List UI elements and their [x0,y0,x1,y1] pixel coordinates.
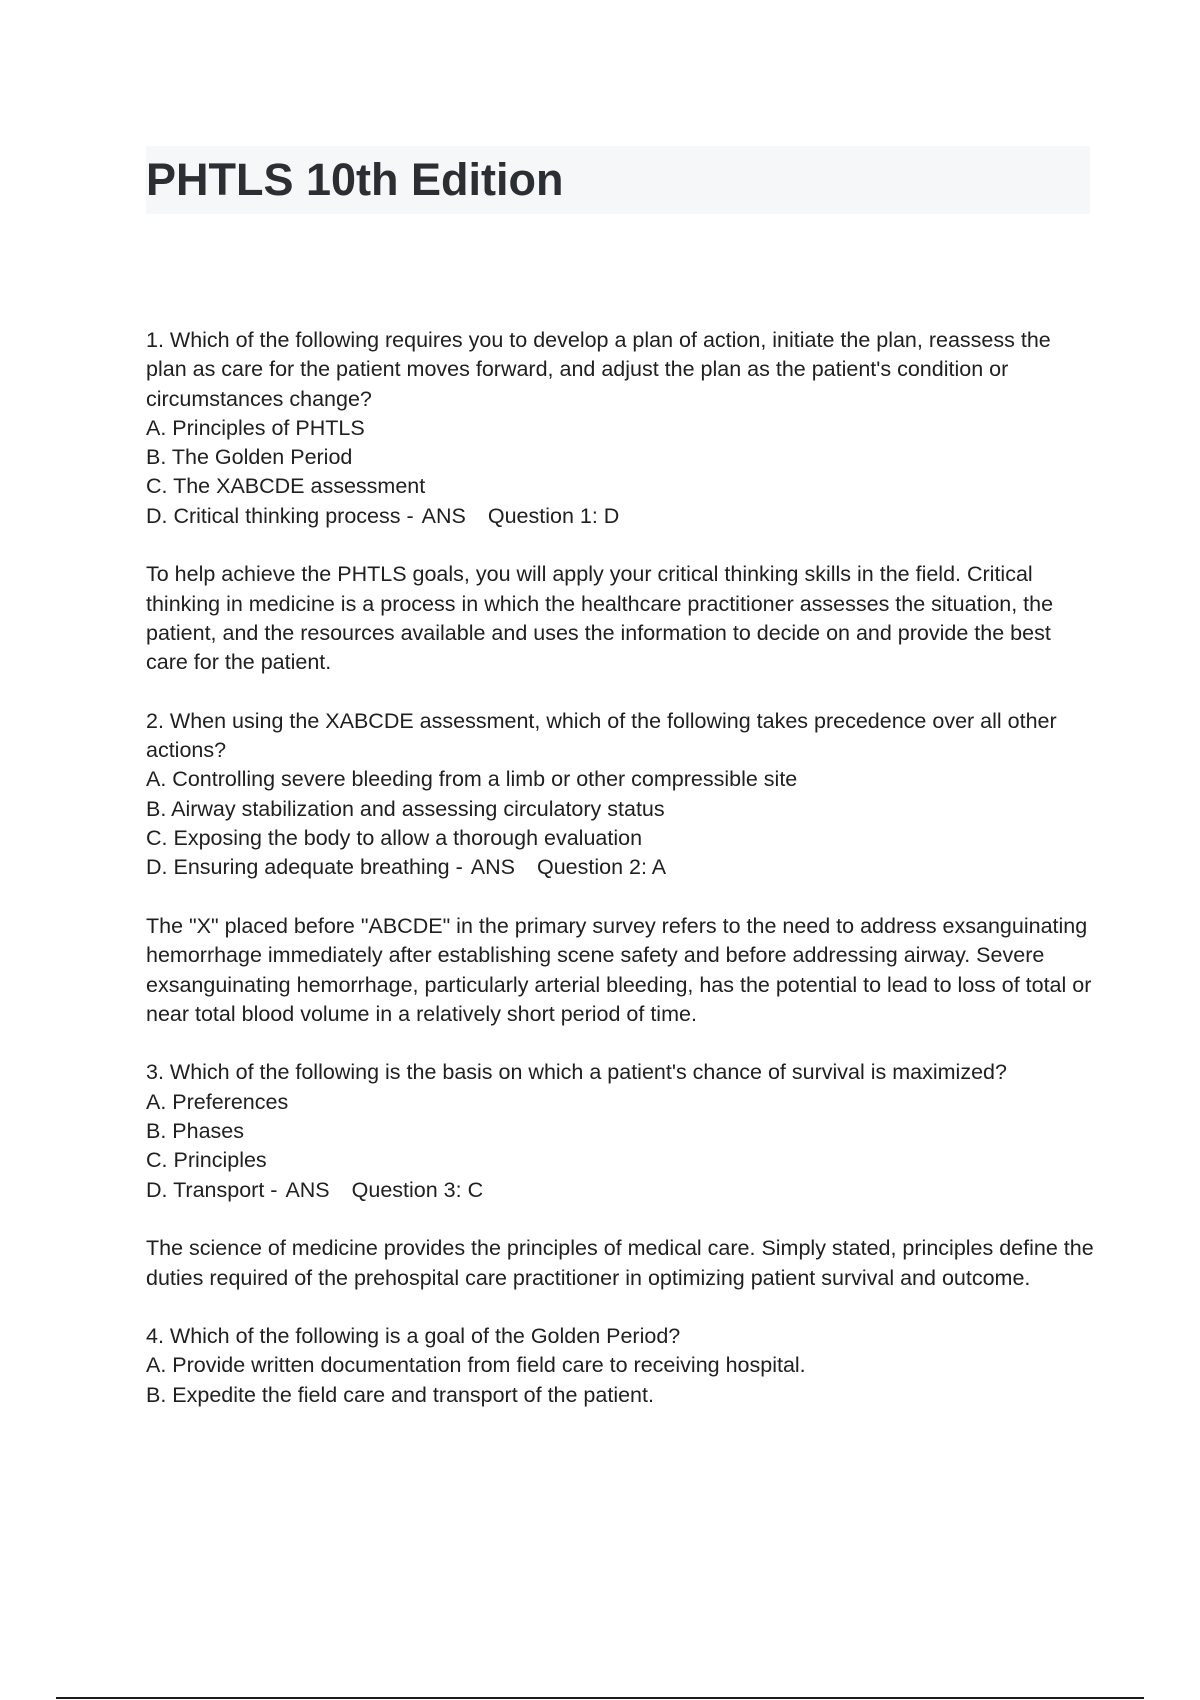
explanation-text: The "X" placed before "ABCDE" in the primary survey refers to the need to address exsanguinating hemorrhage immediately after establishing scene safety and before addressing airway. Severe exsanguinating hemorrhage, particularly arterial bleeding, has the potential to lead to loss of total or near total blood volume in a relatively short period of time. [146,913,1092,1026]
question-block-2 [146,707,1096,883]
answer-line [146,502,1096,531]
answer-option: A. Provide written documentation from field care to receiving hospital. [146,1353,806,1378]
explanation-text: The science of medicine provides the principles of medical care. Simply stated, principles define the duties required of the prehospital care practitioner in optimizing patient survival and outcome. [146,1236,1094,1290]
answer-option: C. Principles [146,1148,267,1173]
ans-label: ANS [421,503,466,528]
correct-answer: Question 1: D [487,503,620,528]
answer-option: A. Preferences [146,1089,289,1114]
explanation-block-3 [146,1234,1096,1293]
answer-option: A. Controlling severe bleeding from a limb or other compressible site [146,767,798,792]
answer-option: B. The Golden Period [146,445,353,470]
answer-option: B. Expedite the field care and transport of the patient. [146,1382,654,1407]
ans-label: ANS [470,855,515,880]
page-title: PHTLS 10th Edition [146,154,564,205]
answer-option: D. Critical thinking process - [146,503,414,528]
question-block-3 [146,1058,1096,1204]
document-body [146,326,1096,1439]
answer-option: A. Principles of PHTLS [146,415,365,440]
question-text: 1. Which of the following requires you to develop a plan of action, initiate the plan, reassess the plan as care for the patient moves forward, and adjust the plan as the patient's condition or circumstances change? [146,328,1051,411]
explanation-text: To help achieve the PHTLS goals, you will apply your critical thinking skills in the field. Critical thinking in medicine is a process in which the healthcare practitioner assesses the situation, the patient, and the resources available and uses the information to decide on and provide the best care for the patient. [146,562,1054,675]
question-block-1 [146,326,1096,531]
answer-option: C. Exposing the body to allow a thorough evaluation [146,826,643,851]
answer-option: C. The XABCDE assessment [146,474,426,499]
question-block-4 [146,1322,1096,1410]
page-bottom-rule [56,1697,1144,1699]
question-text: 4. Which of the following is a goal of the Golden Period? [146,1324,681,1349]
answer-option: D. Ensuring adequate breathing - [146,855,463,880]
answer-option: B. Phases [146,1119,244,1144]
question-text: 3. Which of the following is the basis on which a patient's chance of survival is maximized? [146,1060,1007,1085]
explanation-block-2 [146,912,1096,1029]
answer-option: B. Airway stabilization and assessing circulatory status [146,796,665,821]
correct-answer: Question 2: A [536,855,667,880]
question-text: 2. When using the XABCDE assessment, which of the following takes precedence over all other actions? [146,708,1057,763]
answer-line [146,1176,1096,1205]
ans-label: ANS [285,1177,330,1202]
answer-option: D. Transport - [146,1177,278,1202]
explanation-block-1 [146,560,1096,677]
answer-line [146,853,1096,882]
correct-answer: Question 3: C [351,1177,484,1202]
